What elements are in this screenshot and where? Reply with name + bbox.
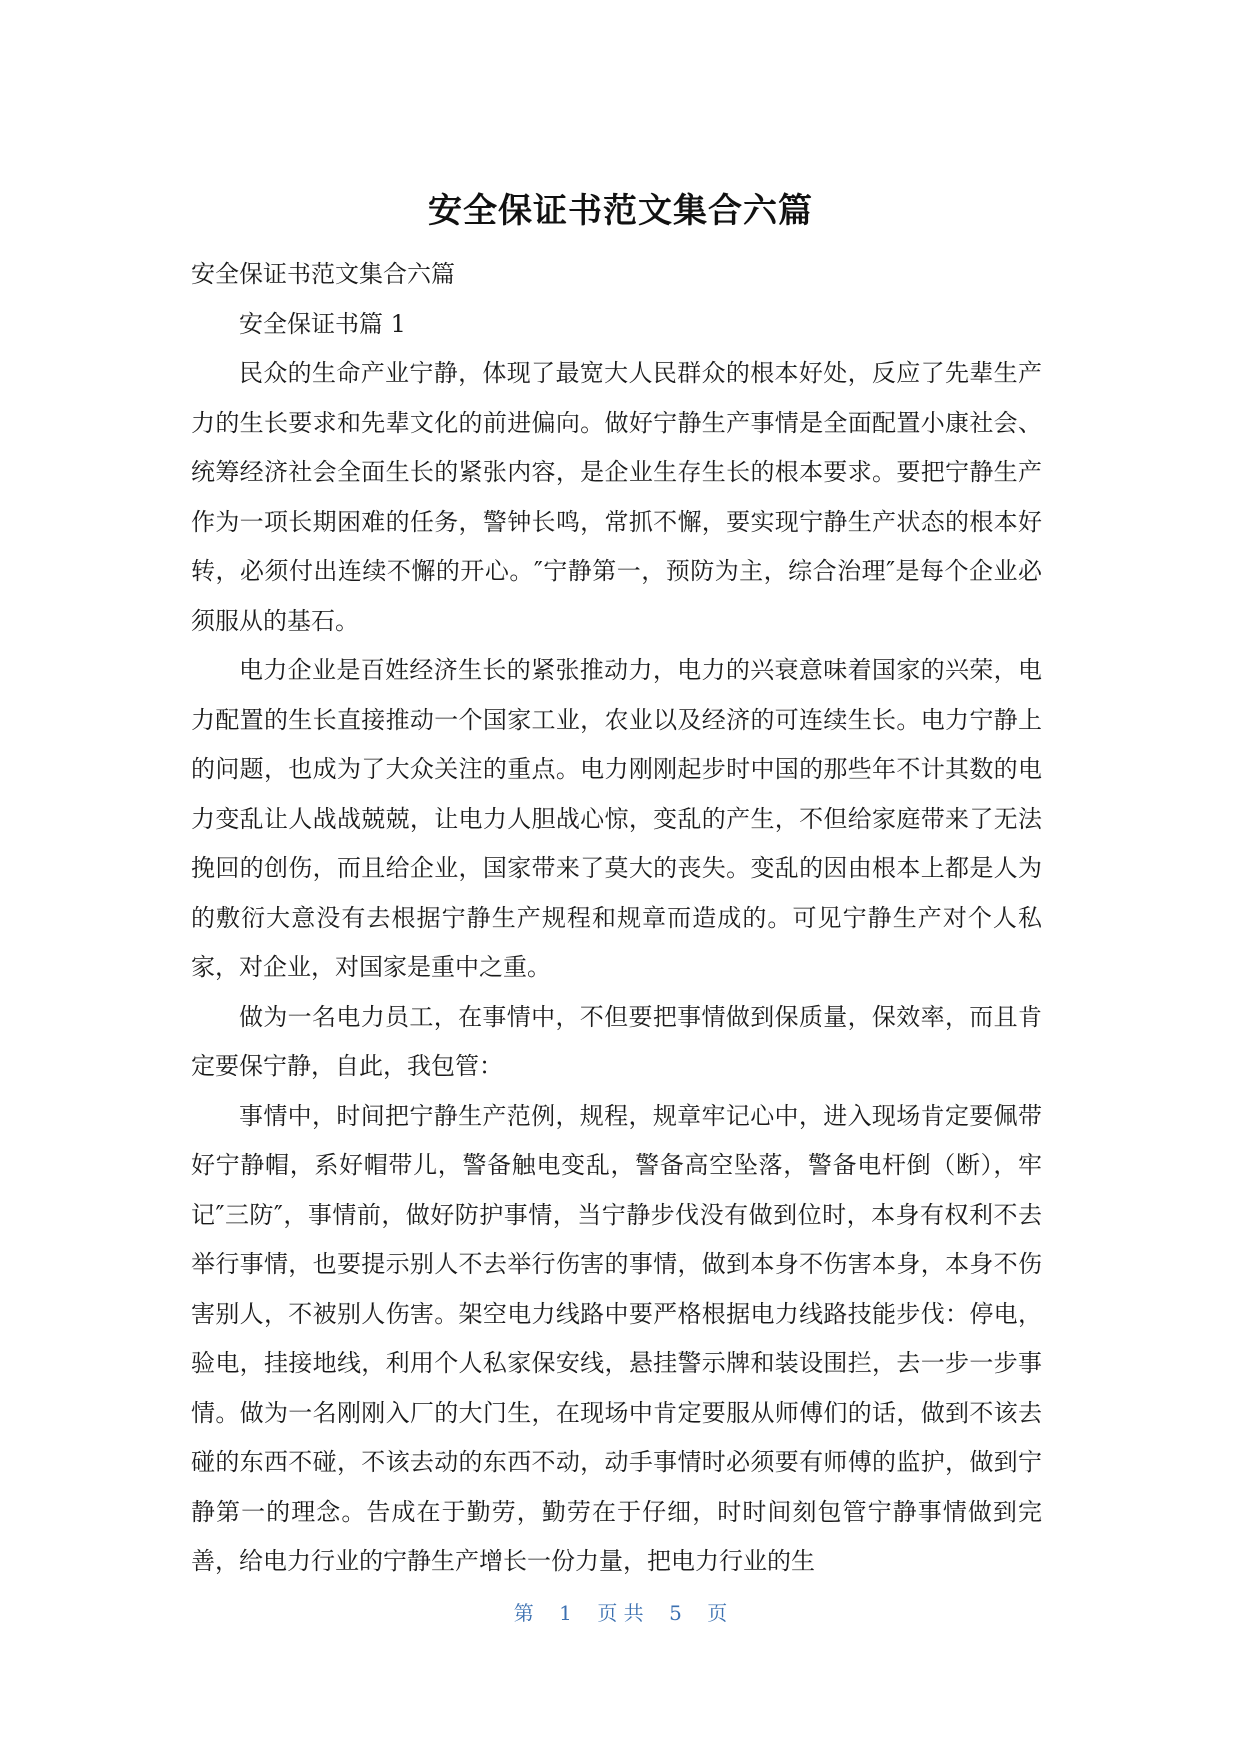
body-paragraph: 做为一名电力员工，在事情中，不但要把事情做到保质量，保效率，而且肯定要保宁静，自此，我包管： [191, 1002, 1042, 1080]
document-title: 安全保证书范文集合六篇 [428, 191, 813, 231]
page-label-middle: 页 共 [597, 1601, 644, 1625]
page-footer [0, 1598, 1241, 1628]
page-label-suffix: 页 [707, 1601, 728, 1625]
total-pages-number: 5 [669, 1601, 682, 1625]
document-subtitle: 安全保证书范文集合六篇 [191, 260, 455, 288]
section-heading: 安全保证书篇 1 [239, 309, 406, 338]
body-paragraph: 电力企业是百姓经济生长的紧张推动力，电力的兴衰意味着国家的兴荣，电力配置的生长直接推动一个国家工业，农业以及经济的可连续生长。电力宁静上的问题，也成为了大众关注的重点。电力刚刚起步时中国的那些年不计其数的电力变乱让人战战兢兢，让电力人胆战心惊，变乱的产生，不但给家庭带来了无法挽回的创伤，而且给企业，国家带来了莫大的丧失。变乱的因由根本上都是人为的敷衍大意没有去根据宁静生产规程和规章而造成的。可见宁静生产对个人私家，对企业，对国家是重中之重。 [191, 656, 1042, 981]
document-body [191, 250, 1042, 1587]
current-page-number: 1 [559, 1601, 572, 1625]
body-paragraph: 事情中，时间把宁静生产范例，规程，规章牢记心中，进入现场肯定要佩带好宁静帽，系好帽带儿，警备触电变乱，警备高空坠落，警备电杆倒（断），牢记″三防″，事情前，做好防护事情，当宁静步伐没有做到位时，本身有权利不去举行事情，也要提示别人不去举行伤害的事情，做到本身不伤害本身，本身不伤害别人，不被别人伤害。架空电力线路中要严格根据电力线路技能步伐：停电，验电，挂接地线，利用个人私家保安线，悬挂警示牌和装设围拦，去一步一步事情。做为一名刚刚入厂的大门生，在现场中肯定要服从师傅们的话，做到不该去碰的东西不碰，不该去动的东西不动，动手事情时必须要有师傅的监护，做到宁静第一的理念。告成在于勤劳，勤劳在于仔细，时时间刻包管宁静事情做到完善，给电力行业的宁静生产增长一份力量，把电力行业的生 [191, 1101, 1042, 1575]
page-label-prefix: 第 [513, 1601, 534, 1625]
body-paragraph: 民众的生命产业宁静，体现了最宽大人民群众的根本好处，反应了先辈生产力的生长要求和先辈文化的前进偏向。做好宁静生产事情是全面配置小康社会、统筹经济社会全面生长的紧张内容，是企业生存生长的根本要求。要把宁静生产作为一项长期困难的任务，警钟长鸣，常抓不懈，要实现宁静生产状态的根本好转，必须付出连续不懈的开心。″宁静第一，预防为主，综合治理″是每个企业必须服从的基石。 [191, 359, 1042, 635]
